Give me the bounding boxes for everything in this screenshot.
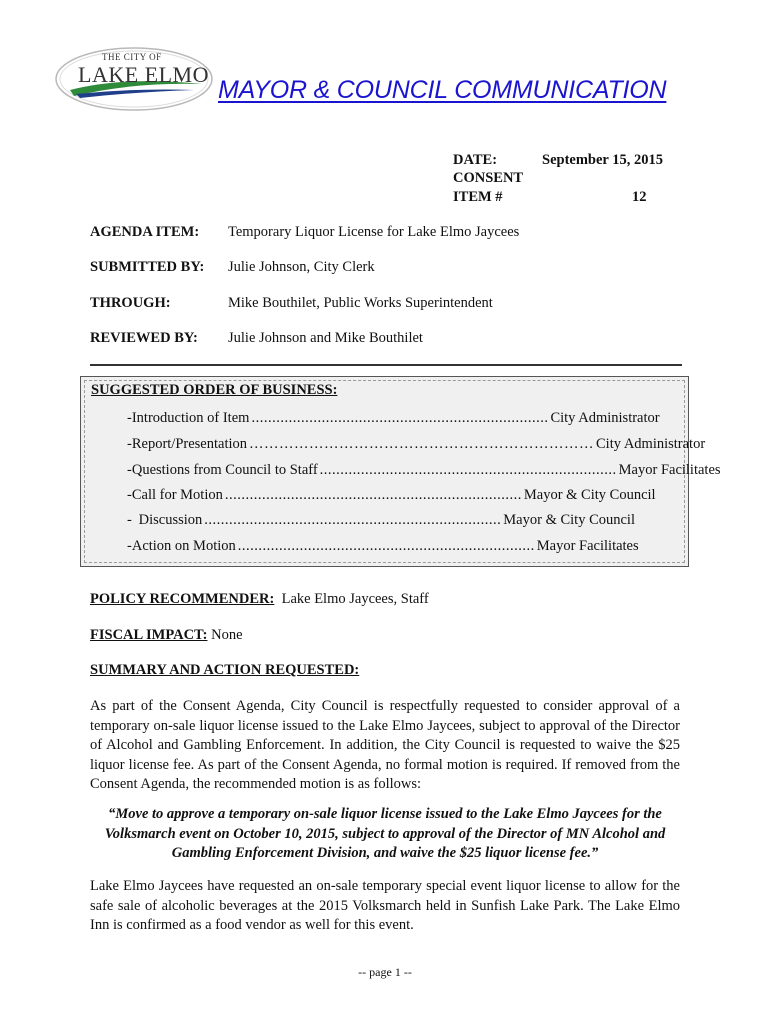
order-item (127, 436, 706, 454)
consent-label: CONSENT (453, 170, 524, 186)
date-value: September 15, 2015 (542, 152, 663, 168)
policy-recommender (90, 591, 429, 608)
summary-heading: SUMMARY AND ACTION REQUESTED: (90, 662, 360, 678)
city-logo (54, 46, 214, 112)
through-value: Mike Bouthilet, Public Works Superintendent (228, 295, 493, 311)
bullet: - (127, 512, 132, 528)
through-label: THROUGH: (90, 295, 171, 311)
policy-value: Lake Elmo Jaycees, Staff (281, 591, 429, 607)
order-item-label: Report/Presentation (131, 436, 248, 452)
order-item-responsible: Mayor Facilitates (536, 538, 639, 554)
order-item-responsible: Mayor Facilitates (618, 462, 721, 478)
bullet: - (127, 462, 132, 478)
date-label: DATE: (453, 152, 498, 168)
summary-paragraph-1: As part of the Consent Agenda, City Council is respectfully requested to consider approval of a temporary on-sale liquor license issued to the Lake Elmo Jaycees, subject to approval of the Director of Alcohol and Gambling Enforcement. In addition, the City Council is requested to waive the $25 liquor license fee. As part of the Consent Agenda, no formal motion is required. If removed from the Consent Agenda, the recommended motion is as follows: (90, 698, 680, 792)
agenda-item-label: AGENDA ITEM: (90, 224, 200, 240)
logo-line-2: LAKE ELMO (78, 62, 209, 87)
bullet: - (127, 538, 132, 554)
fiscal-impact (90, 627, 243, 644)
item-value: 12 (632, 189, 647, 205)
submitted-by-value: Julie Johnson, City Clerk (228, 259, 375, 275)
order-item (127, 462, 721, 480)
dot-leader: …………………………………………………………… (249, 436, 595, 452)
order-item-label: Questions from Council to Staff (131, 462, 318, 478)
dot-leader: ........................................................................ (204, 512, 502, 528)
logo-line-1: THE CITY OF (102, 52, 162, 62)
page-title: MAYOR & COUNCIL COMMUNICATION (218, 76, 667, 104)
order-of-business-heading: SUGGESTED ORDER OF BUSINESS: (91, 382, 338, 398)
order-item (127, 487, 656, 505)
order-item (127, 538, 639, 556)
dot-leader: ........................................................................ (224, 487, 522, 503)
fiscal-value: None (211, 627, 243, 643)
submitted-by-label: SUBMITTED BY: (90, 259, 205, 275)
order-item-responsible: Mayor & City Council (523, 487, 656, 503)
page-footer: -- page 1 -- (358, 965, 412, 979)
order-item-label: Action on Motion (131, 538, 236, 554)
order-item-responsible: Mayor & City Council (503, 512, 635, 528)
dot-leader: ........................................................................ (237, 538, 535, 554)
reviewed-by-value: Julie Johnson and Mike Bouthilet (228, 330, 423, 346)
order-item-label: Call for Motion (131, 487, 223, 503)
bullet: - (127, 410, 132, 426)
policy-label: POLICY RECOMMENDER: (90, 591, 275, 607)
section-divider (90, 364, 682, 366)
bullet: - (127, 436, 132, 452)
order-item-responsible: City Administrator (550, 410, 660, 426)
bullet: - (127, 487, 132, 503)
summary-paragraph-2: Lake Elmo Jaycees have requested an on-sale temporary special event liquor license to allow for the safe sale of alcoholic beverages at the 2015 Volksmarch held in Sunfish Lake Park. The Lake Elmo Inn is confirmed as a food vendor as well for this event. (90, 878, 680, 933)
reviewed-by-label: REVIEWED BY: (90, 330, 198, 346)
dot-leader: ........................................................................ (319, 462, 617, 478)
order-item-responsible: City Administrator (596, 436, 706, 452)
agenda-item-value: Temporary Liquor License for Lake Elmo Jaycees (228, 224, 520, 240)
order-item (127, 512, 635, 530)
order-item-label: Discussion (138, 512, 203, 528)
dot-leader: ........................................................................ (251, 410, 549, 426)
item-label: ITEM # (453, 189, 503, 205)
fiscal-label: FISCAL IMPACT: (90, 627, 208, 643)
recommended-motion: “Move to approve a temporary on-sale liquor license issued to the Lake Elmo Jaycees for the Volksmarch event on October 10, 2015, subject to approval of the Director of MN Alcohol and Gambling Enforcement Division, and waive the $25 liquor license fee.” (104, 806, 666, 861)
order-item-label: Introduction of Item (131, 410, 250, 426)
order-item (127, 410, 660, 428)
